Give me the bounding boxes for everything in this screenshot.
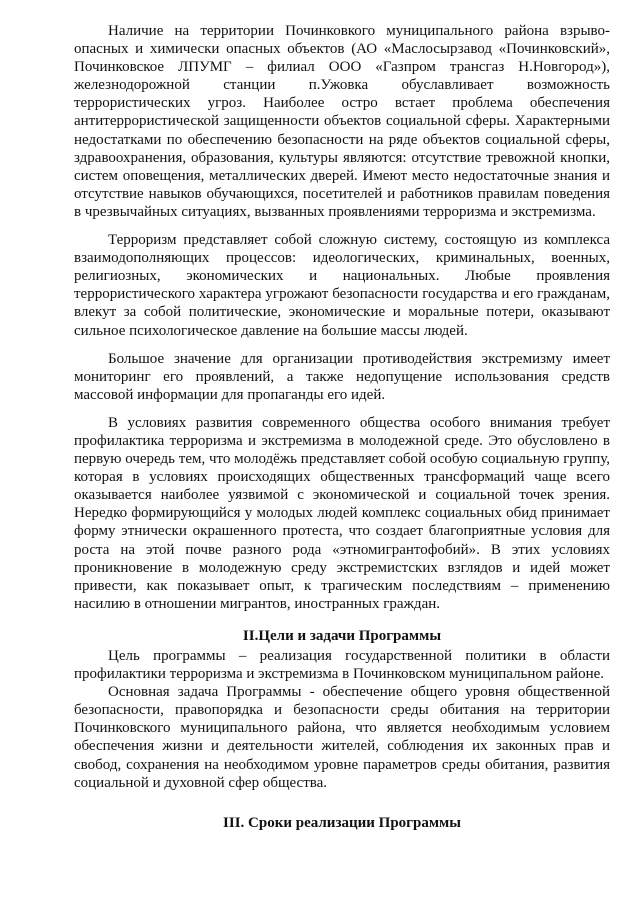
paragraph-monitoring: Большое значение для организации противодействия экстремизму имеет мониторинг его проявлений, а также недопущение использования средств массовой информации для пропаганды его идей. xyxy=(74,350,610,403)
section-heading-timeline: III. Сроки реализации Программы xyxy=(223,814,461,831)
paragraph-youth-prevention: В условиях развития современного общества особого внимания требует профилактика терроризма и экстремизма в молодежной среде. Это обусловлено в первую очередь тем, что молодёжь представляет собой особую социальную группу, которая в условиях происходящих общественных трансформаций чаще всего оказывается наиболее уязвимой с экономической и социальной точек зрения. Нередко формирующийся у молодых людей комплекс социальных обид принимает форму этнически окрашенного протеста, что создает благоприятные условия для роста на этой почве разного рода «этномигрантофобий». В этих условиях проникновение в молодежную среду экстремистских взглядов и идей может привести, как показывает опыт, к трагическим последствиям – применению насилию в отношении мигрантов, иностранных граждан. xyxy=(74,414,610,612)
paragraph-program-goal: Цель программы – реализация государственной политики в области профилактики терроризма и экстремизма в Починковском муниципальном районе. xyxy=(74,648,610,683)
section-heading-goals: II.Цели и задачи Программы xyxy=(242,627,442,644)
paragraph-hazardous-objects: Наличие на территории Починковкого муниципального района взрыво-опасных и химически опасных объектов (АО «Маслосырзавод «Починковский», Починковское ЛПУМГ – филиал ООО «Газпром трансгаз Н.Новгород»), железнодорожной станции п.Ужовка обуславливает возможность террористических угроз. Наиболее остро встает проблема обеспечения антитеррористической защищенности объектов социальной сферы. Характерными недостатками по обеспечению безопасности на ряде объектов социальной сферы, здравоохранения, образования, культуры являются: отсутствие тревожной кнопки, систем оповещения, металлических дверей. Имеют место недостаточные знания и отсутствие навыков обучающихся, посетителей и работников правилам поведения в чрезвычайных ситуациях, вызванных проявлениями терроризма и экстремизма. xyxy=(74,23,610,220)
paragraph-terrorism-system: Терроризм представляет собой сложную систему, состоящую из комплекса взаимодополняющих процессов: идеологических, криминальных, военных, религиозных, экономических и национальных. Любые проявления террористического характера угрожают безопасности государства и его гражданам, влекут за собой политические, экономические и моральные потери, оказывают сильное психологическое давление на большие массы людей. xyxy=(74,232,610,339)
document-page xyxy=(74,22,610,834)
paragraph-program-task: Основная задача Программы - обеспечение общего уровня общественной безопасности, правопорядка и безопасности среды обитания на территории Починковского муниципального района, что является необходимым условием обеспечения жизни и деятельности жителей, соблюдения их законных прав и свобод, сохранения на необходимом уровне параметров среды обитания, развития социальной и духовной сфер общества. xyxy=(74,684,610,791)
